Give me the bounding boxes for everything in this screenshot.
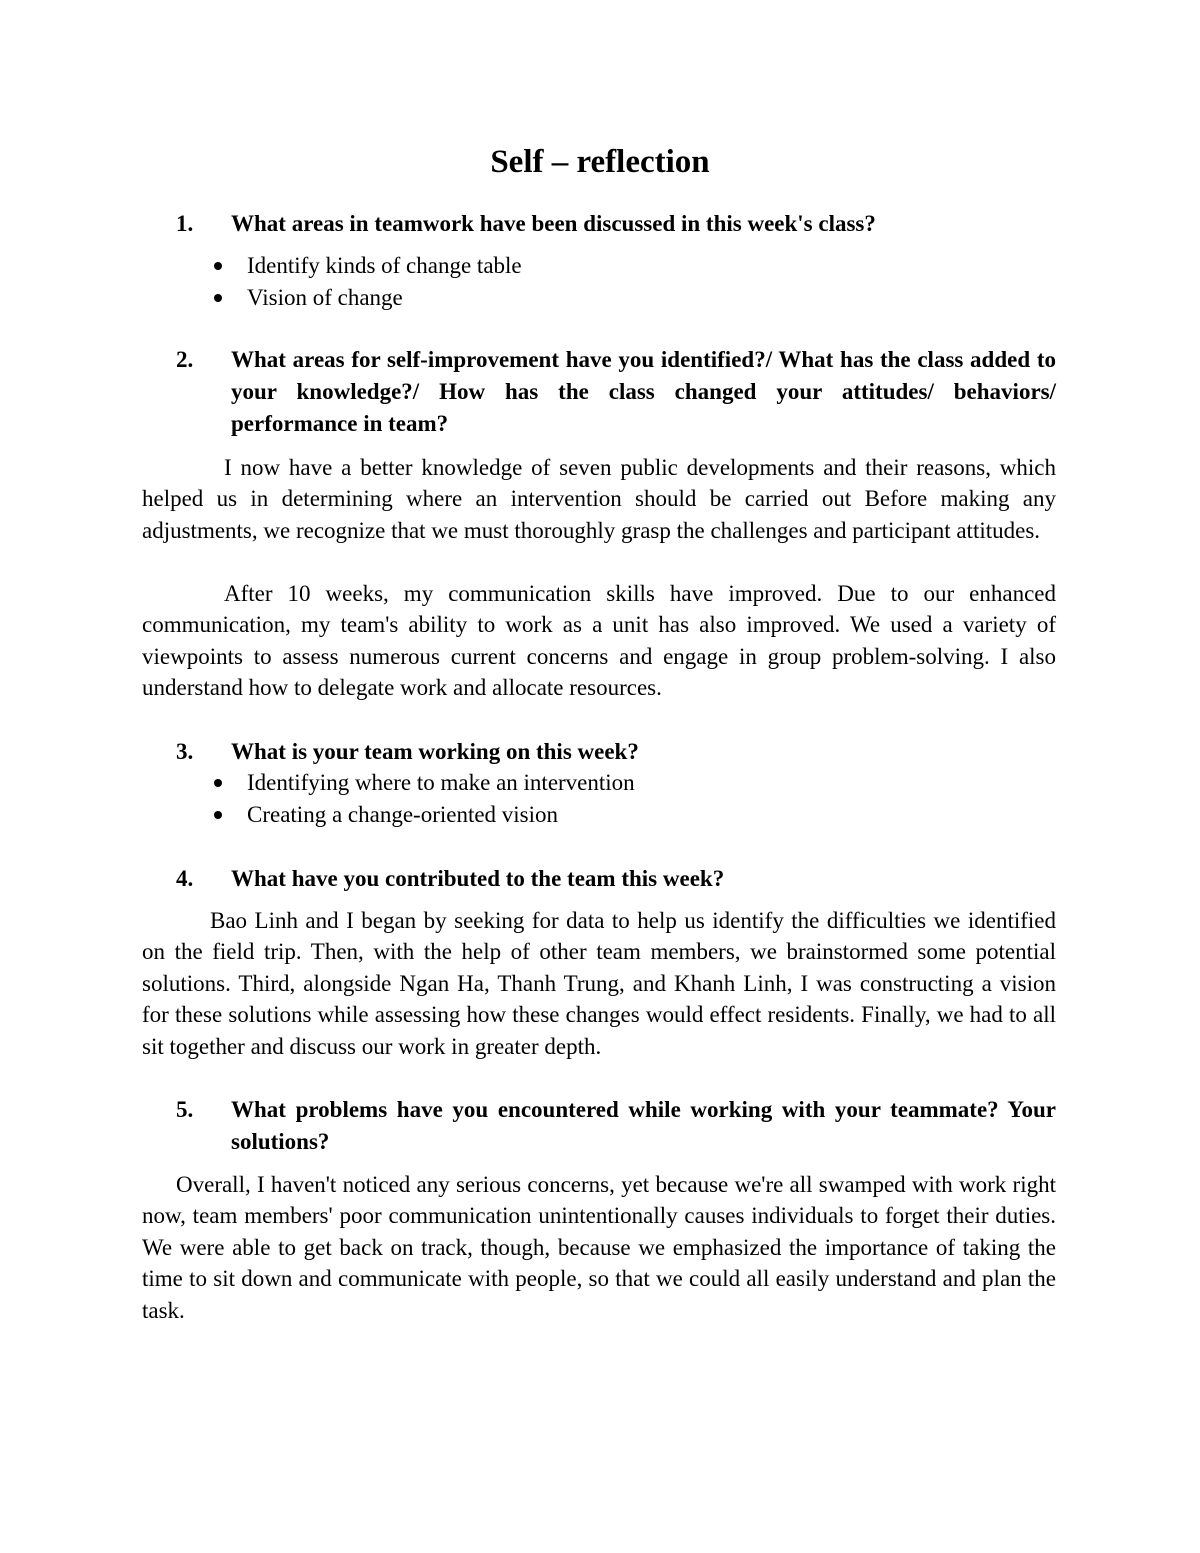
question-4-text: What have you contributed to the team this week? (231, 866, 725, 891)
question-3-number: 3. (176, 739, 194, 764)
question-2-paragraph-1: I now have a better knowledge of seven public developments and their reasons, which helped us in determining where an intervention should be carried out Before making any adjustments, we recognize that we must thoroughly grasp the challenges and participant attitudes. (142, 455, 1056, 543)
question-5-text: What problems have you encountered while working with your teammate? Your solutions? (231, 1097, 1056, 1154)
question-3 (142, 736, 1056, 768)
page-title: Self – reflection (490, 144, 710, 180)
question-2-number: 2. (176, 347, 194, 372)
list-item: Creating a change-oriented vision (142, 799, 1056, 831)
question-4-number: 4. (176, 866, 194, 891)
question-5 (142, 1094, 1056, 1158)
question-5-paragraph: Overall, I haven't noticed any serious concerns, yet because we're all swamped with work right now, team members' poor communication unintentionally causes individuals to forget their duties. We were able to get back on track, though, because we emphasized the importance of taking the time to sit down and communicate with people, so that we could all easily understand and plan the task. (142, 1172, 1056, 1323)
bullet-icon (214, 779, 222, 787)
bullet-icon (214, 294, 222, 302)
bullet-icon (214, 262, 222, 270)
question-2 (142, 344, 1056, 440)
question-3-bullet-list (142, 767, 1056, 831)
question-1 (142, 208, 1056, 240)
question-5-number: 5. (176, 1097, 194, 1122)
bullet-icon (214, 811, 222, 819)
question-1-number: 1. (176, 211, 194, 236)
question-1-text: What areas in teamwork have been discussed in this week's class? (231, 211, 876, 236)
question-2-text: What areas for self-improvement have you identified?/ What has the class added to your knowledge?/ How has the class changed your attitudes/ behaviors/ performance in team? (231, 347, 1056, 436)
question-3-text: What is your team working on this week? (231, 739, 639, 764)
question-1-bullet-list (142, 250, 1056, 314)
question-2-paragraph-2: After 10 weeks, my communication skills have improved. Due to our enhanced communication, my team's ability to work as a unit has also improved. We used a variety of viewpoints to assess numerous current concerns and engage in group problem-solving. I also understand how to delegate work and allocate resources. (142, 581, 1056, 701)
list-item: Vision of change (142, 282, 1056, 314)
list-item: Identify kinds of change table (142, 250, 1056, 282)
list-item: Identifying where to make an intervention (142, 767, 1056, 799)
question-4-paragraph: Bao Linh and I began by seeking for data to help us identify the difficulties we identified on the field trip. Then, with the help of other team members, we brainstormed some potential solutions. Third, alongside Ngan Ha, Thanh Trung, and Khanh Linh, I was constructing a vision for these solutions while assessing how these changes would effect residents. Finally, we had to all sit together and discuss our work in greater depth. (142, 908, 1056, 1059)
question-4 (142, 863, 1056, 895)
